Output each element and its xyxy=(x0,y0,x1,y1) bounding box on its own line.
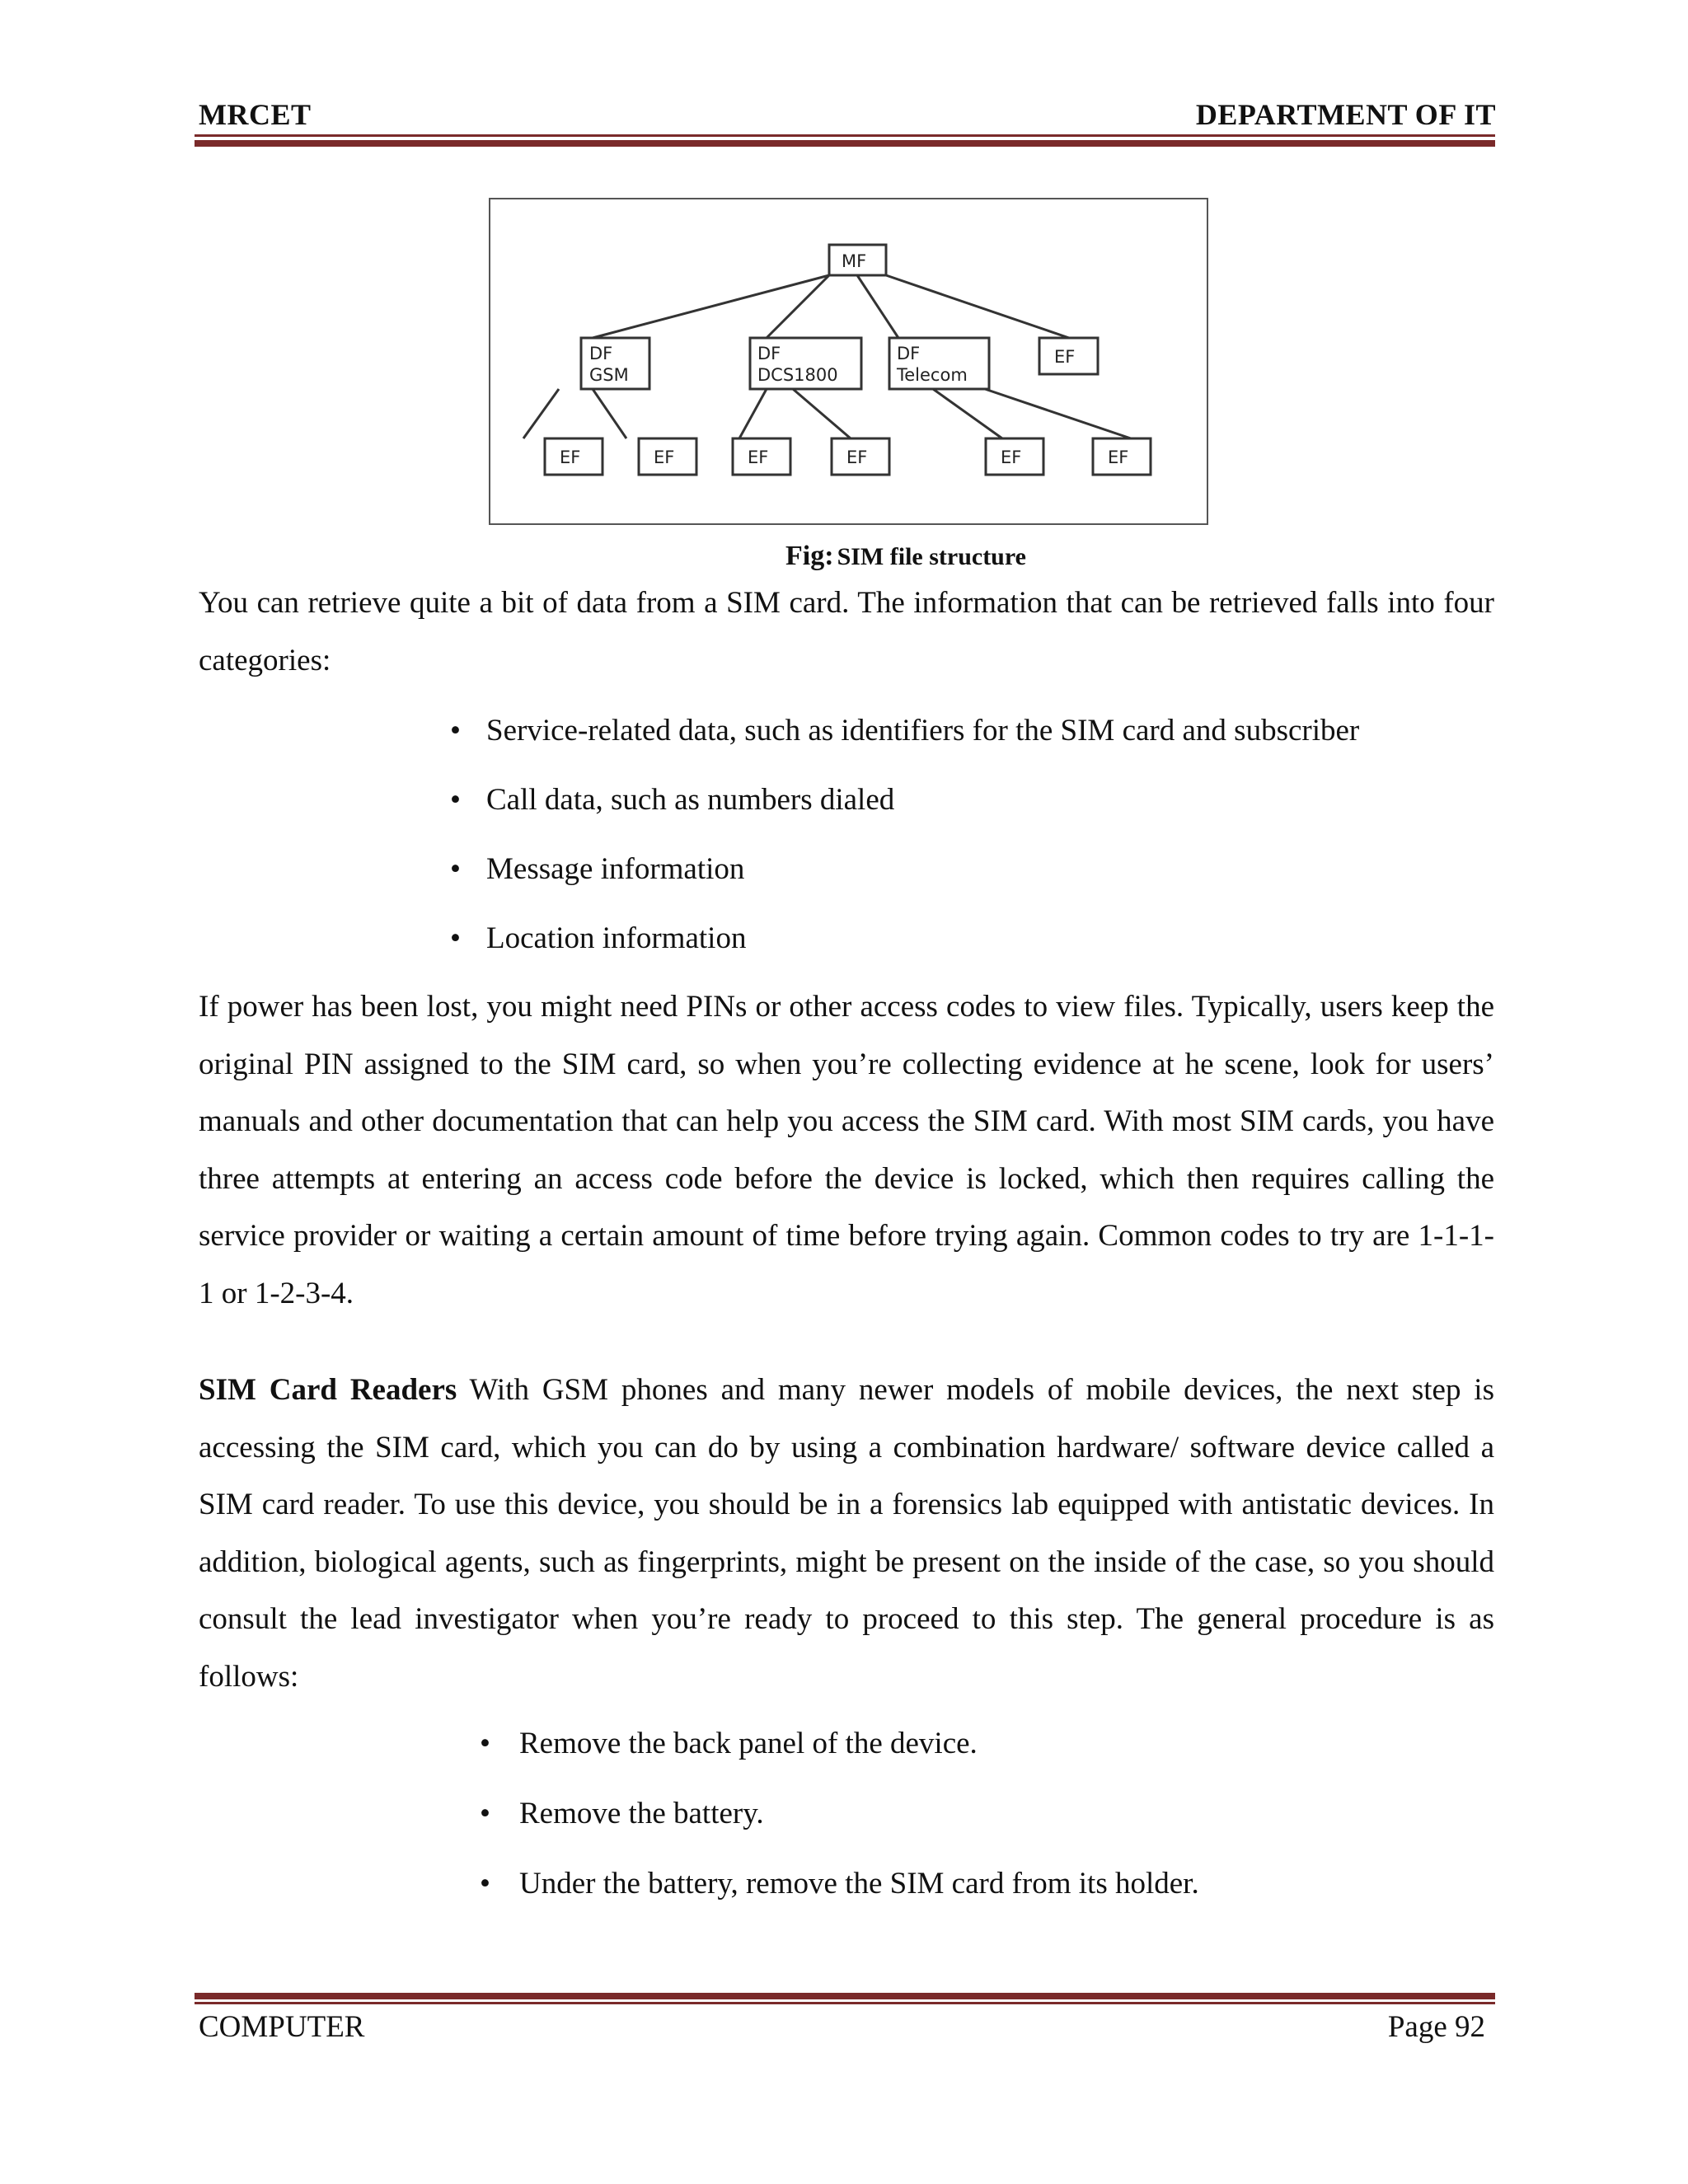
svg-text:MF: MF xyxy=(842,251,867,271)
list-item: • Under the battery, remove the SIM card from its holder. xyxy=(519,1849,1199,1919)
sim-readers-heading: SIM Card Readers xyxy=(199,1373,457,1407)
svg-text:EF: EF xyxy=(1054,347,1076,367)
node-ef-gsm-2 xyxy=(639,438,696,475)
list-item: • Call data, such as numbers dialed xyxy=(486,766,1359,835)
sim-readers-text: With GSM phones and many newer models of mobile devices, the next step is accessing the SIM card, which you can do by using a combination hardware/ software device called a SIM card reader. To use this device, you should be in a forensics lab equipped with antistatic devices. In addition, biological agents, such as fingerprints, might be present on the inside of the case, so you should consult the lead investigator when you’re ready to proceed to this step. The general procedure is as follows: xyxy=(199,1373,1494,1694)
figure-caption-text: SIM file structure xyxy=(837,543,1026,570)
svg-text:DF: DF xyxy=(589,344,613,363)
header-rule-thin xyxy=(195,134,1495,137)
node-df-dcs1800 xyxy=(750,338,861,389)
footer-rule-thick xyxy=(195,1993,1495,1999)
footer-rule-thin xyxy=(195,2002,1495,2004)
header-right: DEPARTMENT OF IT xyxy=(1195,98,1496,131)
bullet-icon: • xyxy=(450,921,461,955)
list-item: • Service-related data, such as identifiers for the SIM card and subscriber xyxy=(486,696,1359,766)
list-item: • Location information xyxy=(486,904,1359,973)
node-df-gsm xyxy=(581,338,649,389)
bullet-icon: • xyxy=(480,1867,490,1900)
figure-caption-label: Fig: xyxy=(785,541,834,571)
svg-text:EF: EF xyxy=(846,448,868,467)
svg-text:EF: EF xyxy=(748,448,769,467)
node-ef-dcs-1 xyxy=(733,438,790,475)
svg-text:EF: EF xyxy=(654,448,675,467)
list-item: • Remove the battery. xyxy=(519,1779,1199,1849)
svg-text:DF: DF xyxy=(757,344,781,363)
svg-text:EF: EF xyxy=(1108,448,1129,467)
node-ef-root xyxy=(1039,338,1098,374)
node-ef-telecom-2 xyxy=(1093,438,1151,475)
svg-text:GSM: GSM xyxy=(589,365,629,385)
list-item: • Remove the back panel of the device. xyxy=(519,1708,1199,1779)
svg-text:DF: DF xyxy=(897,344,921,363)
sim-file-structure-diagram xyxy=(490,199,1210,527)
header-rule-thick xyxy=(195,140,1495,147)
bullet-icon: • xyxy=(450,852,461,886)
bullet-icon: • xyxy=(450,714,461,748)
sim-readers-paragraph xyxy=(199,1361,1494,1705)
svg-text:EF: EF xyxy=(560,448,581,467)
figure-caption xyxy=(0,541,1688,572)
node-df-telecom xyxy=(889,338,989,389)
node-mf xyxy=(829,245,886,275)
intro-paragraph: You can retrieve quite a bit of data from a SIM card. The information that can be retrieved falls into four categories: xyxy=(199,586,1494,677)
bullet-icon: • xyxy=(480,1797,490,1830)
procedure-list xyxy=(480,1708,1199,1919)
list-item: • Message information xyxy=(486,835,1359,904)
node-ef-dcs-2 xyxy=(832,438,889,475)
node-ef-gsm-1 xyxy=(545,438,603,475)
bullet-icon: • xyxy=(450,783,461,817)
footer-left: COMPUTER xyxy=(199,2010,365,2044)
categories-list xyxy=(450,696,1360,973)
sim-file-structure-figure xyxy=(489,198,1208,525)
page-number: Page 92 xyxy=(1387,2010,1485,2044)
power-paragraph: If power has been lost, you might need PINs or other access codes to view files. Typically, users keep the original PIN assigned to the SIM card, so when you’re collecting evidence at he scene, look for users’ manuals and other documentation that can help you access the SIM card. With most SIM cards, you have three attempts at entering an access code before the device is locked, which then requires calling the service provider or waiting a certain amount of time before trying again. Common codes to try are 1-1-1-1 or 1-2-3-4. xyxy=(199,990,1494,1310)
bullet-icon: • xyxy=(480,1727,490,1760)
svg-text:EF: EF xyxy=(1001,448,1022,467)
svg-text:Telecom: Telecom xyxy=(897,365,968,385)
header-left: MRCET xyxy=(199,98,312,131)
svg-text:DCS1800: DCS1800 xyxy=(757,365,838,385)
node-ef-telecom-1 xyxy=(986,438,1043,475)
